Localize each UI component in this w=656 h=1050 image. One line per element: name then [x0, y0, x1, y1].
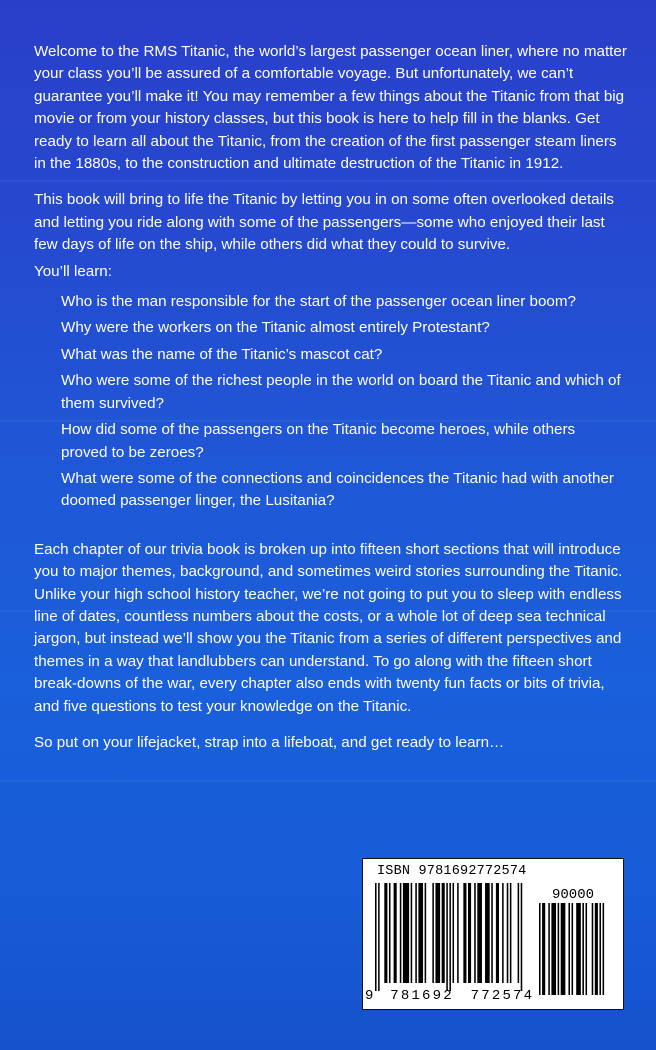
barcode-bar	[435, 883, 440, 983]
barcode-bar	[457, 883, 459, 983]
barcode-bar	[394, 883, 397, 983]
isbn-label: ISBN 9781692772574	[377, 864, 527, 879]
barcode-bar	[474, 883, 476, 983]
barcode-bar	[592, 903, 594, 995]
barcode-bar	[468, 883, 471, 983]
chapter-paragraph: Each chapter of our trivia book is broken up into fifteen short sections that will introduce you to major themes, background, and sometimes weird stories surrounding the Titanic. Unlike your high school history teacher, we’re not going to put you to sleep with endless line of dates, countless numbers about the costs, or a whole lot of deep sea technical jargon, but instead we’ll show you the Titanic from a series of different perspectives and themes in a way that landlubbers can understand. To go along with the fifteen short break-downs of the war, every chapter also ends with twenty fun facts or bits of trivia, and five questions to test your knowledge on the Titanic.	[34, 540, 623, 715]
closing-line: So put on your lifejacket, strap into a lifeboat, and get ready to learn…	[34, 733, 505, 751]
barcode-bar	[548, 903, 550, 995]
barcode-bar	[586, 903, 588, 995]
question-item: Why were the workers on the Titanic almost entirely Protestant?	[61, 319, 490, 337]
question-list	[31, 291, 631, 513]
question-item: How did some of the passengers on the Titanic become heroes, while others proved to be zeroes?	[61, 421, 576, 461]
barcode-bar	[542, 903, 545, 995]
barcode-bar	[582, 903, 584, 995]
barcode-bar	[384, 883, 387, 983]
barcode-bar	[446, 883, 448, 991]
barcode-bar	[485, 883, 490, 983]
barcode-bar	[572, 903, 574, 995]
barcode-bar	[432, 883, 434, 983]
question-item: What was the name of the Titanic’s mascot cat?	[61, 345, 383, 363]
barcode-bar	[576, 903, 581, 995]
barcode-bar	[510, 883, 512, 983]
barcode-bar	[415, 883, 417, 983]
description-paragraph: This book will bring to life the Titanic by letting you in on some often overlooked details and letting you ride along with some of the passengers—some who enjoyed their last few days of life on the ship, while others did what they could to survive.	[34, 191, 614, 254]
barcode-bar	[507, 883, 509, 983]
barcode-bar	[599, 903, 601, 995]
barcode-bar	[463, 883, 466, 983]
barcode-bar	[603, 903, 605, 995]
addon-barcode-bars	[539, 903, 607, 995]
barcode-digits	[365, 988, 534, 1004]
barcode-bar	[403, 883, 409, 983]
isbn-barcode	[362, 858, 624, 1010]
barcode-bar	[561, 903, 566, 995]
barcode-bar	[521, 883, 523, 991]
blurb	[31, 41, 631, 768]
barcode-bar	[425, 883, 427, 983]
barcode-digit-group-2: 772574	[470, 988, 535, 1004]
barcode-bar	[539, 903, 541, 995]
barcode-digit-group-1: 781692	[390, 988, 454, 1004]
barcode-bar	[496, 883, 499, 983]
barcode-bar	[453, 883, 455, 983]
barcode-bar	[375, 883, 377, 991]
barcode-bar	[389, 883, 391, 983]
barcode-bar	[418, 883, 423, 983]
barcode-bar	[502, 883, 504, 983]
question-item: Who were some of the richest people in the world on board the Titanic and which of them survived?	[61, 372, 621, 412]
barcode-bar	[449, 883, 451, 991]
barcode-bar	[400, 883, 402, 983]
barcode-bar	[378, 883, 380, 991]
barcode-bar	[477, 883, 482, 983]
learn-label: You’ll learn:	[34, 262, 112, 280]
intro-paragraph: Welcome to the RMS Titanic, the world’s largest passenger ocean liner, where no matter your class you’ll be assured of a comfortable voyage. But unfortunately, we can’t guarantee you’ll make it! You may remember a few things about the Titanic from that big movie or from your history classes, but this book is here to help fill in the blanks. Get ready to learn all about the Titanic, from the creation of the first passenger steam liners in the 1880s, to the construction and ultimate destruction of the Titanic in 1912.	[34, 43, 627, 173]
barcode-bar	[558, 903, 560, 995]
barcode-bar	[595, 903, 598, 995]
question-item: What were some of the connections and coincidences the Titanic had with another doomed passenger linger, the Lusitania?	[61, 469, 614, 510]
ean-barcode-bars	[375, 883, 535, 995]
water-ripple	[0, 780, 656, 782]
question-item: Who is the man responsible for the start of the passenger ocean liner boom?	[61, 293, 576, 311]
barcode-digit-first: 9	[365, 988, 374, 1004]
barcode-bar	[518, 883, 520, 983]
barcode-bar	[442, 883, 445, 983]
price-code: 90000	[552, 887, 595, 903]
barcode-bar	[411, 883, 413, 983]
barcode-bar	[551, 903, 556, 995]
barcode-bar	[568, 903, 570, 995]
barcode-bar	[491, 883, 493, 983]
